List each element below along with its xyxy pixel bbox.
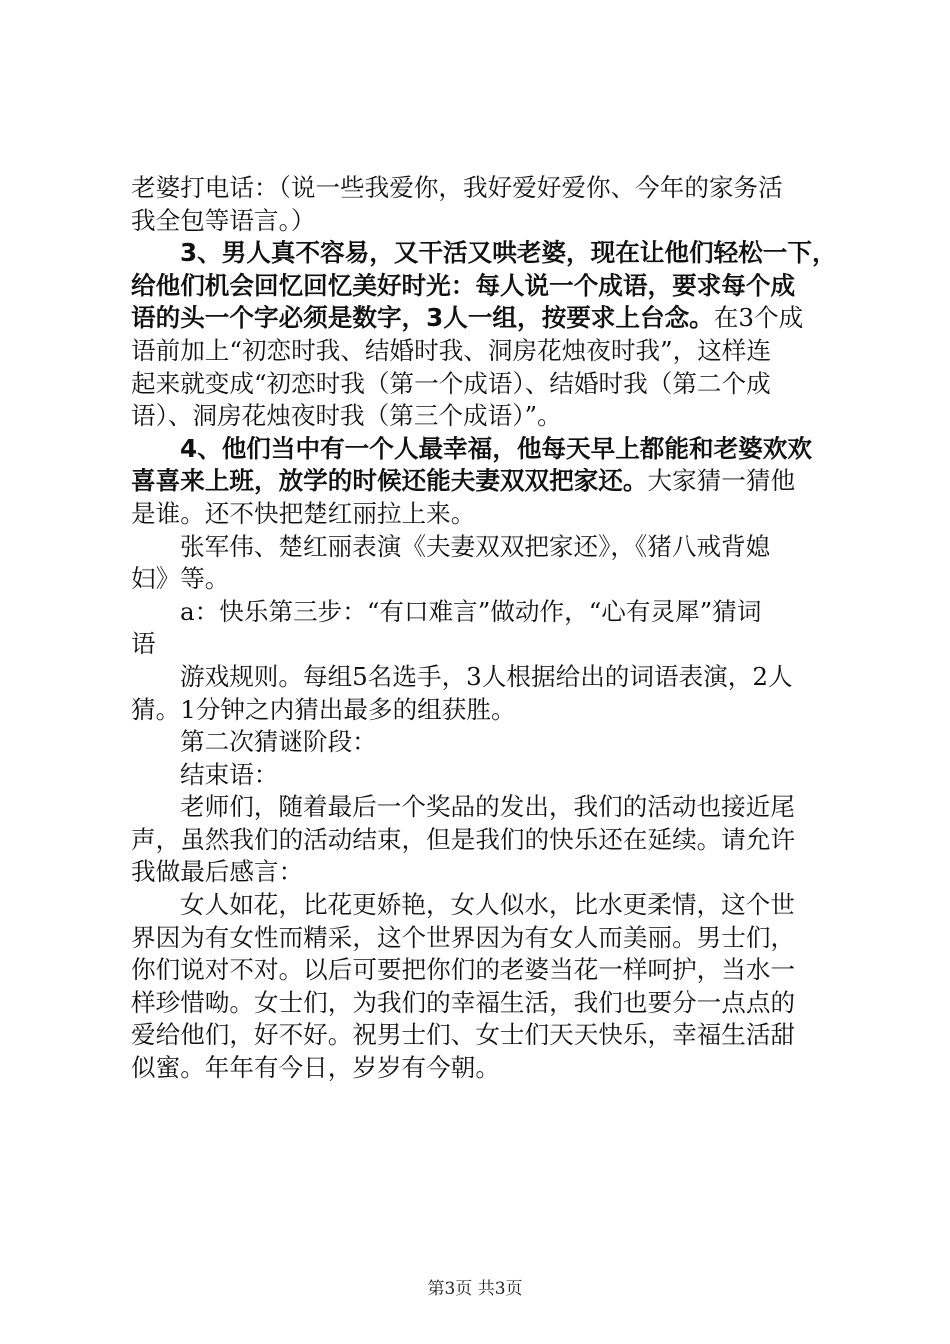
- text-segment: 起来就变成“初恋时我（第一个成语）、结婚时我（第二个成: [131, 368, 771, 398]
- text-line: [131, 824, 831, 857]
- bold-text: 喜喜来上班，放学的时候还能夫妻双双把家还。: [131, 466, 648, 496]
- text-line: [131, 889, 831, 922]
- text-segment: 语: [131, 629, 156, 659]
- text-line: [131, 954, 831, 987]
- text-line: [131, 1019, 831, 1052]
- text-line: [131, 400, 831, 433]
- text-segment: 是谁。还不快把楚红丽拉上来。: [131, 498, 476, 528]
- text-line: [131, 856, 831, 889]
- bold-text: 语的头一个字必须是数字，3人一组，按要求上台念。: [131, 303, 714, 333]
- text-segment: 我全包等语言。）: [131, 205, 316, 235]
- text-line: [131, 596, 831, 629]
- text-segment: 在3个成: [713, 303, 804, 333]
- text-line: [131, 922, 831, 955]
- text-line: [131, 726, 831, 759]
- text-segment: 妇》等。: [131, 564, 230, 594]
- text-segment: 张军伟、楚红丽表演《夫妻双双把家还》，《猪八戒背媳: [180, 531, 771, 561]
- bold-text: 4、他们当中有一个人最幸福，他每天早上都能和老婆欢欢: [180, 433, 812, 463]
- text-line: [131, 661, 831, 694]
- text-line: [131, 791, 831, 824]
- text-segment: 女人如花，比花更娇艳，女人似水，比水更柔情，这个世: [180, 890, 795, 920]
- text-segment: 声，虽然我们的活动结束，但是我们的快乐还在延续。请允许: [131, 824, 796, 854]
- text-segment: a：快乐第三步：“有口难言”做动作，“心有灵犀”猜词: [180, 596, 762, 626]
- document-body: [131, 172, 837, 1085]
- text-segment: 界因为有女性而精采，这个世界因为有女人而美丽。男士们，: [131, 922, 796, 952]
- text-segment: 样珍惜呦。女士们，为我们的幸福生活，我们也要分一点点的: [131, 987, 796, 1017]
- page-number-footer: 第3页 共3页: [427, 1279, 523, 1299]
- text-line: [131, 694, 831, 727]
- text-segment: 语）、洞房花烛夜时我（第三个成语）”。: [131, 401, 562, 431]
- text-line: [131, 237, 837, 270]
- text-line: [131, 368, 831, 401]
- text-segment: 大家猜一猜他: [647, 466, 796, 496]
- text-line: [131, 205, 831, 238]
- text-line: [131, 987, 831, 1020]
- text-line: [131, 465, 831, 498]
- text-line: [131, 302, 831, 335]
- text-segment: 我做最后感言：: [131, 857, 304, 887]
- text-segment: 结束语：: [180, 759, 279, 789]
- text-segment: 语前加上“初恋时我、结婚时我、洞房花烛夜时我”，这样连: [131, 335, 771, 365]
- bold-text: 3、男人真不容易，又干活又哄老婆，现在让他们轻松一下，: [180, 238, 837, 268]
- text-segment: 老师们，随着最后一个奖品的发出，我们的活动也接近尾: [180, 792, 795, 822]
- text-line: [131, 270, 831, 303]
- text-line: [131, 1052, 831, 1085]
- text-line: [131, 335, 831, 368]
- text-segment: 你们说对不对。以后可要把你们的老婆当花一样呵护，当水一: [131, 955, 796, 985]
- text-line: [131, 563, 831, 596]
- text-line: [131, 759, 831, 792]
- text-line: [131, 498, 831, 531]
- text-segment: 老婆打电话：（说一些我爱你，我好爱好爱你、今年的家务活: [131, 173, 783, 202]
- text-segment: 似蜜。年年有今日，岁岁有今朝。: [131, 1053, 500, 1083]
- text-segment: 猜。1分钟之内猜出最多的组获胜。: [131, 694, 516, 724]
- text-line: [131, 531, 831, 564]
- text-segment: 爱给他们，好不好。祝男士们、女士们天天快乐，幸福生活甜: [131, 1020, 796, 1050]
- text-line: [131, 433, 831, 466]
- text-segment: 第二次猜谜阶段：: [180, 727, 377, 757]
- text-segment: 游戏规则。每组5名选手，3人根据给出的词语表演，2人: [180, 661, 793, 691]
- text-line: [131, 172, 831, 205]
- text-line: [131, 628, 831, 661]
- bold-text: 给他们机会回忆回忆美好时光：每人说一个成语，要求每个成: [131, 270, 796, 300]
